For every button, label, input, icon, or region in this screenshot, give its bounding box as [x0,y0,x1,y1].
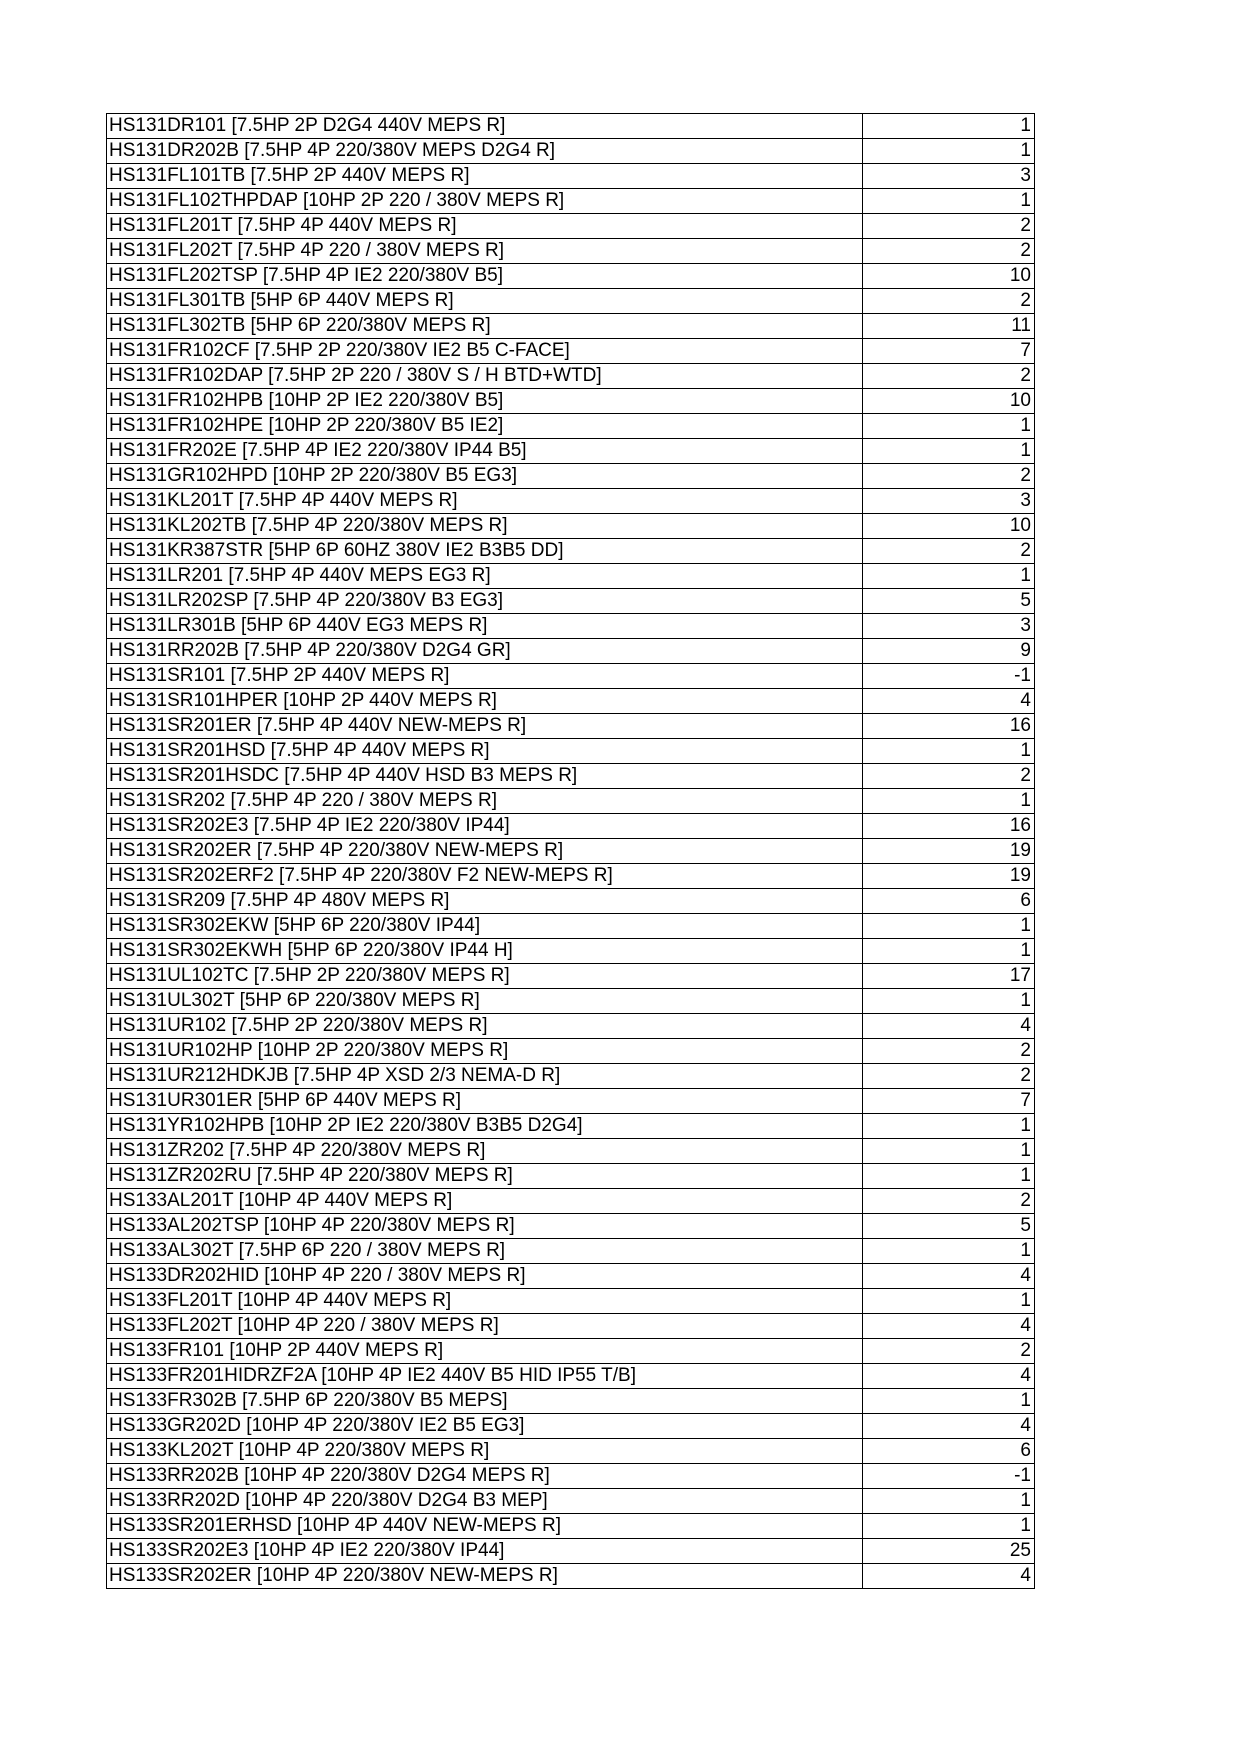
table-row [107,1064,1035,1089]
quantity-cell: 1 [863,989,1035,1014]
table-row [107,739,1035,764]
quantity-cell: 1 [863,1239,1035,1264]
item-description-cell: HS133KL202T [10HP 4P 220/380V MEPS R] [107,1439,863,1464]
table-row [107,1039,1035,1064]
item-description-cell: HS133AL201T [10HP 4P 440V MEPS R] [107,1189,863,1214]
item-description-cell: HS131LR201 [7.5HP 4P 440V MEPS EG3 R] [107,564,863,589]
quantity-cell: 4 [863,1564,1035,1589]
table-row [107,1264,1035,1289]
quantity-cell: 2 [863,464,1035,489]
quantity-cell: 2 [863,1189,1035,1214]
quantity-cell: 4 [863,1364,1035,1389]
table-row [107,189,1035,214]
table-row [107,464,1035,489]
table-row [107,1314,1035,1339]
item-description-cell: HS133SR202ER [10HP 4P 220/380V NEW-MEPS R] [107,1564,863,1589]
item-description-cell: HS133SR202E3 [10HP 4P IE2 220/380V IP44] [107,1539,863,1564]
table-row [107,514,1035,539]
quantity-cell: 1 [863,414,1035,439]
quantity-cell: 4 [863,1414,1035,1439]
item-description-cell: HS131FR202E [7.5HP 4P IE2 220/380V IP44 B5] [107,439,863,464]
quantity-cell: 16 [863,714,1035,739]
item-description-cell: HS131SR202E3 [7.5HP 4P IE2 220/380V IP44] [107,814,863,839]
table-row [107,1289,1035,1314]
quantity-cell: -1 [863,1464,1035,1489]
quantity-cell: 2 [863,214,1035,239]
table-row [107,539,1035,564]
table-row [107,214,1035,239]
quantity-cell: 4 [863,1014,1035,1039]
item-description-cell: HS131RR202B [7.5HP 4P 220/380V D2G4 GR] [107,639,863,664]
item-description-cell: HS131SR302EKW [5HP 6P 220/380V IP44] [107,914,863,939]
table-row [107,1489,1035,1514]
item-description-cell: HS131FR102HPB [10HP 2P IE2 220/380V B5] [107,389,863,414]
table-row [107,364,1035,389]
quantity-cell: 1 [863,1139,1035,1164]
quantity-cell: 2 [863,539,1035,564]
item-description-cell: HS131GR102HPD [10HP 2P 220/380V B5 EG3] [107,464,863,489]
item-description-cell: HS133AL302T [7.5HP 6P 220 / 380V MEPS R] [107,1239,863,1264]
quantity-cell: 1 [863,1289,1035,1314]
table-row [107,414,1035,439]
table-row [107,164,1035,189]
item-description-cell: HS131DR202B [7.5HP 4P 220/380V MEPS D2G4 R] [107,139,863,164]
item-description-cell: HS131FL201T [7.5HP 4P 440V MEPS R] [107,214,863,239]
item-description-cell: HS131LR202SP [7.5HP 4P 220/380V B3 EG3] [107,589,863,614]
quantity-cell: 4 [863,1264,1035,1289]
inventory-sheet [106,113,1034,1589]
quantity-cell: 2 [863,1339,1035,1364]
item-description-cell: HS131FL202TSP [7.5HP 4P IE2 220/380V B5] [107,264,863,289]
quantity-cell: 17 [863,964,1035,989]
table-row [107,1564,1035,1589]
quantity-cell: 1 [863,1389,1035,1414]
quantity-cell: 2 [863,1039,1035,1064]
table-row [107,1164,1035,1189]
quantity-cell: 2 [863,239,1035,264]
quantity-cell: 2 [863,364,1035,389]
quantity-cell: 3 [863,489,1035,514]
quantity-cell: 9 [863,639,1035,664]
item-description-cell: HS133FL202T [10HP 4P 220 / 380V MEPS R] [107,1314,863,1339]
item-description-cell: HS131SR101 [7.5HP 2P 440V MEPS R] [107,664,863,689]
table-row [107,289,1035,314]
quantity-cell: 19 [863,864,1035,889]
quantity-cell: 1 [863,939,1035,964]
quantity-cell: 1 [863,1514,1035,1539]
quantity-cell: 1 [863,914,1035,939]
item-description-cell: HS133FL201T [10HP 4P 440V MEPS R] [107,1289,863,1314]
quantity-cell: 16 [863,814,1035,839]
item-description-cell: HS131SR202ER [7.5HP 4P 220/380V NEW-MEPS R] [107,839,863,864]
quantity-cell: 1 [863,1489,1035,1514]
quantity-cell: 1 [863,189,1035,214]
quantity-cell: 4 [863,1314,1035,1339]
item-description-cell: HS131SR202 [7.5HP 4P 220 / 380V MEPS R] [107,789,863,814]
item-description-cell: HS131ZR202 [7.5HP 4P 220/380V MEPS R] [107,1139,863,1164]
table-row [107,489,1035,514]
quantity-cell: 19 [863,839,1035,864]
item-description-cell: HS131UL302T [5HP 6P 220/380V MEPS R] [107,989,863,1014]
item-description-cell: HS131ZR202RU [7.5HP 4P 220/380V MEPS R] [107,1164,863,1189]
item-description-cell: HS131FL302TB [5HP 6P 220/380V MEPS R] [107,314,863,339]
item-description-cell: HS131SR209 [7.5HP 4P 480V MEPS R] [107,889,863,914]
quantity-cell: 1 [863,564,1035,589]
item-description-cell: HS131KL201T [7.5HP 4P 440V MEPS R] [107,489,863,514]
inventory-table [106,113,1035,1589]
table-row [107,614,1035,639]
item-description-cell: HS131FL101TB [7.5HP 2P 440V MEPS R] [107,164,863,189]
table-row [107,1514,1035,1539]
table-row [107,964,1035,989]
table-row [107,239,1035,264]
item-description-cell: HS131KL202TB [7.5HP 4P 220/380V MEPS R] [107,514,863,539]
quantity-cell: -1 [863,664,1035,689]
item-description-cell: HS133GR202D [10HP 4P 220/380V IE2 B5 EG3] [107,1414,863,1439]
table-row [107,114,1035,139]
quantity-cell: 2 [863,289,1035,314]
table-row [107,1214,1035,1239]
item-description-cell: HS133RR202D [10HP 4P 220/380V D2G4 B3 MEP] [107,1489,863,1514]
table-row [107,939,1035,964]
table-row [107,839,1035,864]
table-row [107,764,1035,789]
table-row [107,1139,1035,1164]
item-description-cell: HS131UL102TC [7.5HP 2P 220/380V MEPS R] [107,964,863,989]
quantity-cell: 1 [863,439,1035,464]
table-row [107,989,1035,1014]
table-row [107,664,1035,689]
table-row [107,139,1035,164]
quantity-cell: 11 [863,314,1035,339]
table-row [107,1414,1035,1439]
quantity-cell: 2 [863,1064,1035,1089]
quantity-cell: 3 [863,614,1035,639]
table-row [107,1439,1035,1464]
table-row [107,1189,1035,1214]
item-description-cell: HS133FR101 [10HP 2P 440V MEPS R] [107,1339,863,1364]
item-description-cell: HS131SR201ER [7.5HP 4P 440V NEW-MEPS R] [107,714,863,739]
quantity-cell: 2 [863,764,1035,789]
quantity-cell: 7 [863,1089,1035,1114]
item-description-cell: HS133FR302B [7.5HP 6P 220/380V B5 MEPS] [107,1389,863,1414]
table-row [107,1239,1035,1264]
table-row [107,339,1035,364]
item-description-cell: HS131SR201HSDC [7.5HP 4P 440V HSD B3 MEPS R] [107,764,863,789]
item-description-cell: HS131FL301TB [5HP 6P 440V MEPS R] [107,289,863,314]
item-description-cell: HS133SR201ERHSD [10HP 4P 440V NEW-MEPS R] [107,1514,863,1539]
item-description-cell: HS131SR201HSD [7.5HP 4P 440V MEPS R] [107,739,863,764]
table-row [107,264,1035,289]
quantity-cell: 1 [863,1164,1035,1189]
table-row [107,789,1035,814]
quantity-cell: 10 [863,389,1035,414]
quantity-cell: 10 [863,264,1035,289]
item-description-cell: HS131UR301ER [5HP 6P 440V MEPS R] [107,1089,863,1114]
table-row [107,714,1035,739]
quantity-cell: 4 [863,689,1035,714]
item-description-cell: HS131FL202T [7.5HP 4P 220 / 380V MEPS R] [107,239,863,264]
item-description-cell: HS131FL102THPDAP [10HP 2P 220 / 380V MEPS R] [107,189,863,214]
quantity-cell: 1 [863,114,1035,139]
quantity-cell: 3 [863,164,1035,189]
item-description-cell: HS131UR212HDKJB [7.5HP 4P XSD 2/3 NEMA-D R] [107,1064,863,1089]
quantity-cell: 6 [863,889,1035,914]
table-row [107,914,1035,939]
table-row [107,439,1035,464]
table-row [107,389,1035,414]
item-description-cell: HS131SR101HPER [10HP 2P 440V MEPS R] [107,689,863,714]
item-description-cell: HS131SR202ERF2 [7.5HP 4P 220/380V F2 NEW-MEPS R] [107,864,863,889]
item-description-cell: HS133AL202TSP [10HP 4P 220/380V MEPS R] [107,1214,863,1239]
table-row [107,639,1035,664]
table-row [107,589,1035,614]
item-description-cell: HS131UR102 [7.5HP 2P 220/380V MEPS R] [107,1014,863,1039]
table-row [107,864,1035,889]
table-row [107,1389,1035,1414]
inventory-table-body [107,114,1035,1589]
quantity-cell: 10 [863,514,1035,539]
table-row [107,1539,1035,1564]
item-description-cell: HS131LR301B [5HP 6P 440V EG3 MEPS R] [107,614,863,639]
table-row [107,814,1035,839]
table-row [107,889,1035,914]
table-row [107,1464,1035,1489]
table-row [107,564,1035,589]
quantity-cell: 7 [863,339,1035,364]
table-row [107,1339,1035,1364]
quantity-cell: 1 [863,739,1035,764]
quantity-cell: 1 [863,789,1035,814]
item-description-cell: HS133DR202HID [10HP 4P 220 / 380V MEPS R] [107,1264,863,1289]
item-description-cell: HS131SR302EKWH [5HP 6P 220/380V IP44 H] [107,939,863,964]
item-description-cell: HS131FR102CF [7.5HP 2P 220/380V IE2 B5 C-FACE] [107,339,863,364]
quantity-cell: 6 [863,1439,1035,1464]
item-description-cell: HS131FR102DAP [7.5HP 2P 220 / 380V S / H BTD+WTD] [107,364,863,389]
item-description-cell: HS131UR102HP [10HP 2P 220/380V MEPS R] [107,1039,863,1064]
table-row [107,1114,1035,1139]
table-row [107,1364,1035,1389]
quantity-cell: 1 [863,1114,1035,1139]
quantity-cell: 25 [863,1539,1035,1564]
quantity-cell: 5 [863,1214,1035,1239]
item-description-cell: HS131KR387STR [5HP 6P 60HZ 380V IE2 B3B5 DD] [107,539,863,564]
item-description-cell: HS133RR202B [10HP 4P 220/380V D2G4 MEPS R] [107,1464,863,1489]
table-row [107,1014,1035,1039]
quantity-cell: 1 [863,139,1035,164]
table-row [107,689,1035,714]
table-row [107,314,1035,339]
item-description-cell: HS131FR102HPE [10HP 2P 220/380V B5 IE2] [107,414,863,439]
item-description-cell: HS131DR101 [7.5HP 2P D2G4 440V MEPS R] [107,114,863,139]
item-description-cell: HS131YR102HPB [10HP 2P IE2 220/380V B3B5 D2G4] [107,1114,863,1139]
table-row [107,1089,1035,1114]
quantity-cell: 5 [863,589,1035,614]
item-description-cell: HS133FR201HIDRZF2A [10HP 4P IE2 440V B5 HID IP55 T/B] [107,1364,863,1389]
